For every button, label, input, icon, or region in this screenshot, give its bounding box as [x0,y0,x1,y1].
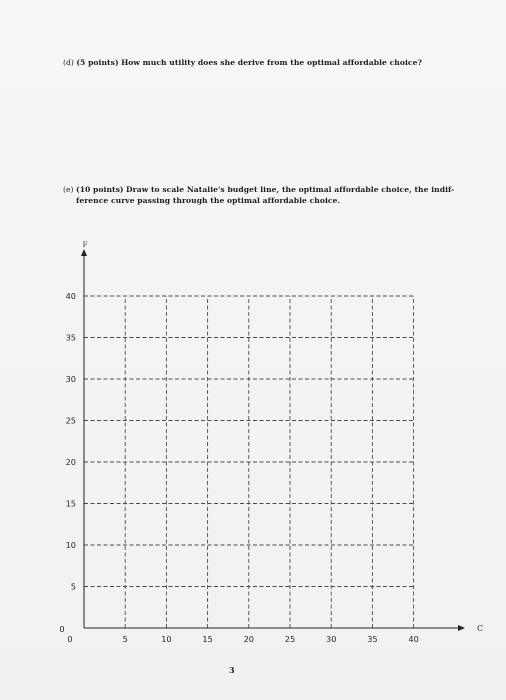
y-tick-label-25: 25 [65,415,76,426]
origin-y-label: 0 [59,624,65,634]
y-tick-label-15: 15 [65,498,76,509]
x-tick-label-30: 30 [325,634,337,644]
question-e-text-line1: Draw to scale Natalie's budget line, the optimal affordable choice, the indif- [126,185,455,194]
y-axis-arrow-icon [81,249,87,256]
question-d-points: (5 points) [76,58,119,67]
page-number: 3 [229,665,235,675]
x-tick-label-25: 25 [284,634,296,644]
question-e-text-line2: ference curve passing through the optimal affordable choice. [76,195,341,205]
x-tick-label-5: 5 [122,634,128,644]
labels-layer [59,241,483,644]
question-e-points: (10 points) [76,185,124,194]
y-tick-label-5: 5 [70,581,76,592]
y-tick-label-10: 10 [65,540,76,550]
x-tick-label-40: 40 [408,634,419,644]
x-tick-label-10: 10 [161,634,172,644]
origin-x-label: 0 [67,634,73,644]
y-tick-label-40: 40 [65,291,76,301]
x-tick-label-15: 15 [202,634,213,644]
question-d-label: (d) [63,58,74,67]
x-axis-label: C [476,624,484,633]
x-axis-arrow-icon [458,625,465,631]
y-tick-label-30: 30 [65,374,76,384]
question-e-label: (e) [63,185,74,194]
y-axis-label: F [82,241,88,249]
x-tick-label-20: 20 [243,634,255,644]
grid-layer [84,296,414,628]
y-tick-label-20: 20 [65,457,76,467]
y-tick-label-35: 35 [65,332,76,343]
axes-layer [81,249,465,631]
question-d-text: How much utility does she derive from the optimal affordable choice? [121,58,422,67]
x-tick-label-35: 35 [367,634,378,644]
